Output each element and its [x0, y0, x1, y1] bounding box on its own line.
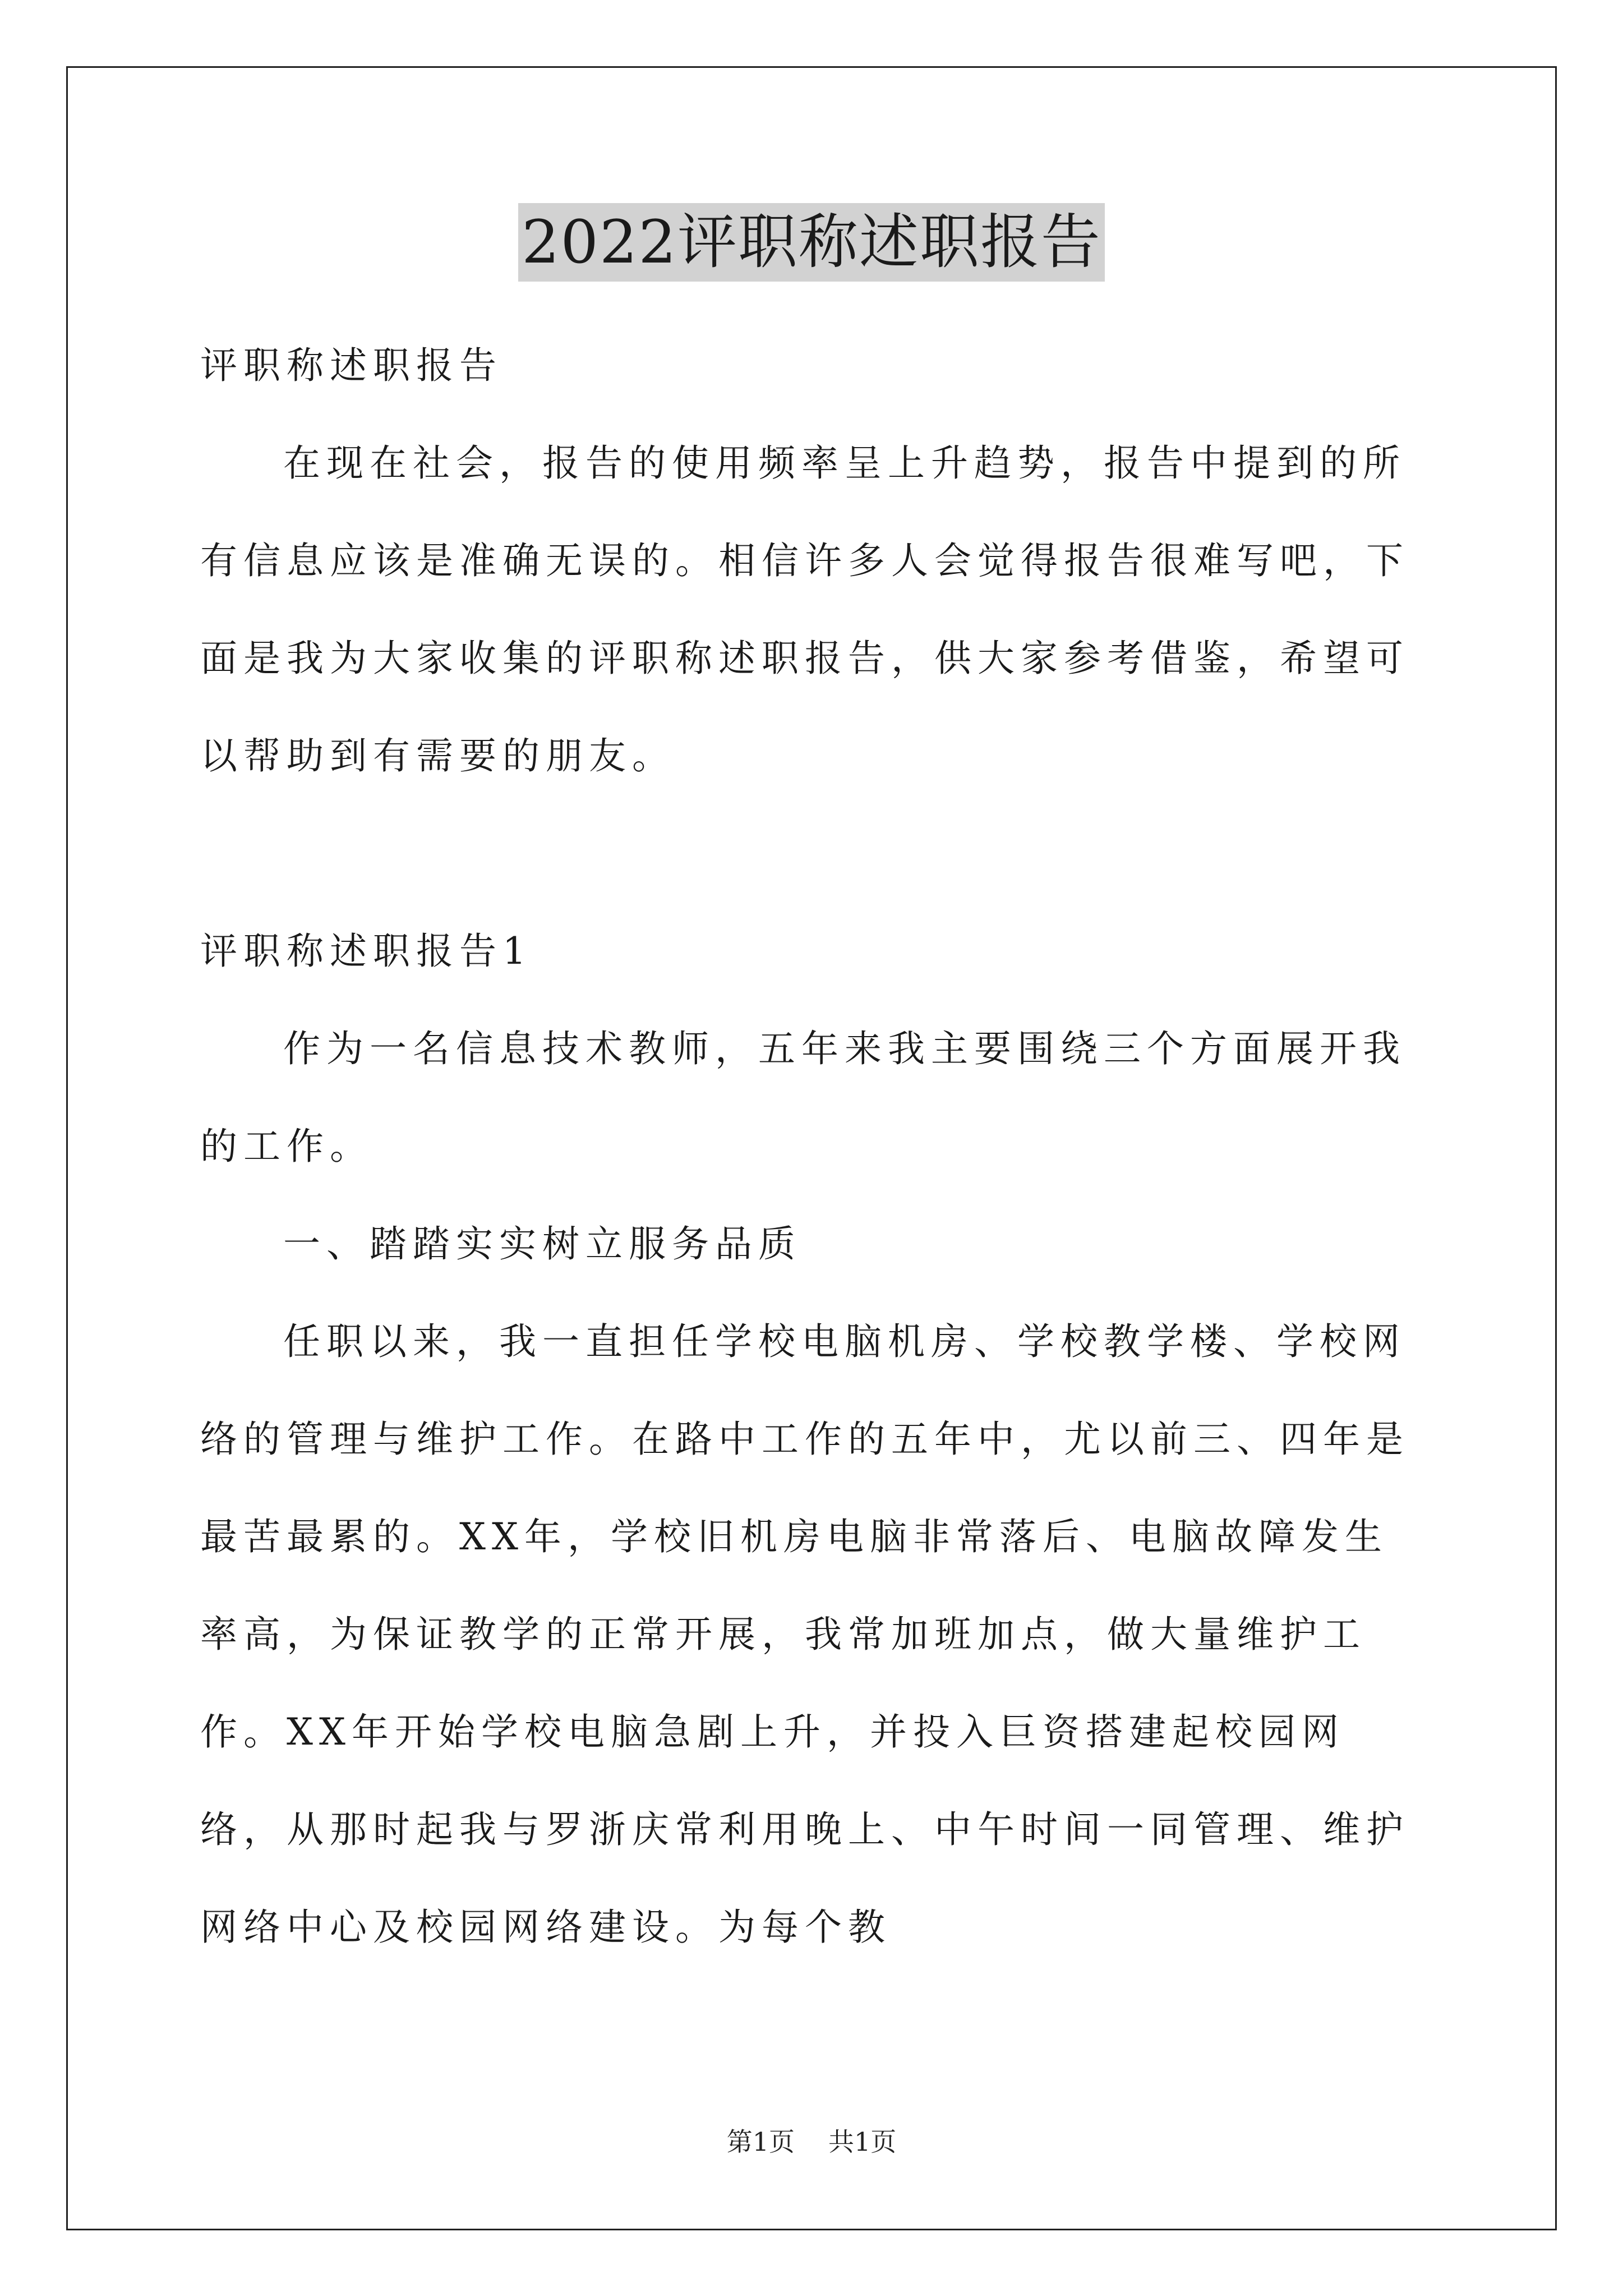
subtitle: 评职称述职报告 — [200, 344, 502, 387]
spacer — [200, 805, 1428, 903]
page-number-total: 共1页 — [828, 2127, 897, 2157]
title-wrap — [0, 203, 1623, 282]
document-body — [200, 317, 1428, 1976]
intro-paragraph: 在现在社会，报告的使用频率呈上升趋势，报告中提到的所有信息应该是准确无误的。相信许多人会觉得报告很难写吧，下面是我为大家收集的评职称述职报告，供大家参考借鉴，希望可以帮助到有需要的朋友。 — [200, 441, 1409, 777]
document-title: 2022评职称述职报告 — [518, 203, 1105, 282]
page-number-current: 第1页 — [726, 2127, 795, 2157]
section-heading: 一、踏踏实实树立服务品质 — [283, 1222, 801, 1266]
body-paragraph: 任职以来，我一直担任学校电脑机房、学校教学楼、学校网络的管理与维护工作。在路中工作的五年中，尤以前三、四年是最苦最累的。XX年，学校旧机房电脑非常落后、电脑故障发生率高，为保证教学的正常开展，我常加班加点，做大量维护工作。XX年开始学校电脑急剧上升，并投入巨资搭建起校园网络，从那时起我与罗浙庆常利用晚上、中午时间一同管理、维护网络中心及校园网络建设。为每个教 — [200, 1320, 1409, 1949]
section-title: 评职称述职报告1 — [200, 930, 532, 973]
body-paragraph: 作为一名信息技术教师，五年来我主要围绕三个方面展开我的工作。 — [200, 1027, 1406, 1168]
page-footer — [0, 2125, 1623, 2159]
